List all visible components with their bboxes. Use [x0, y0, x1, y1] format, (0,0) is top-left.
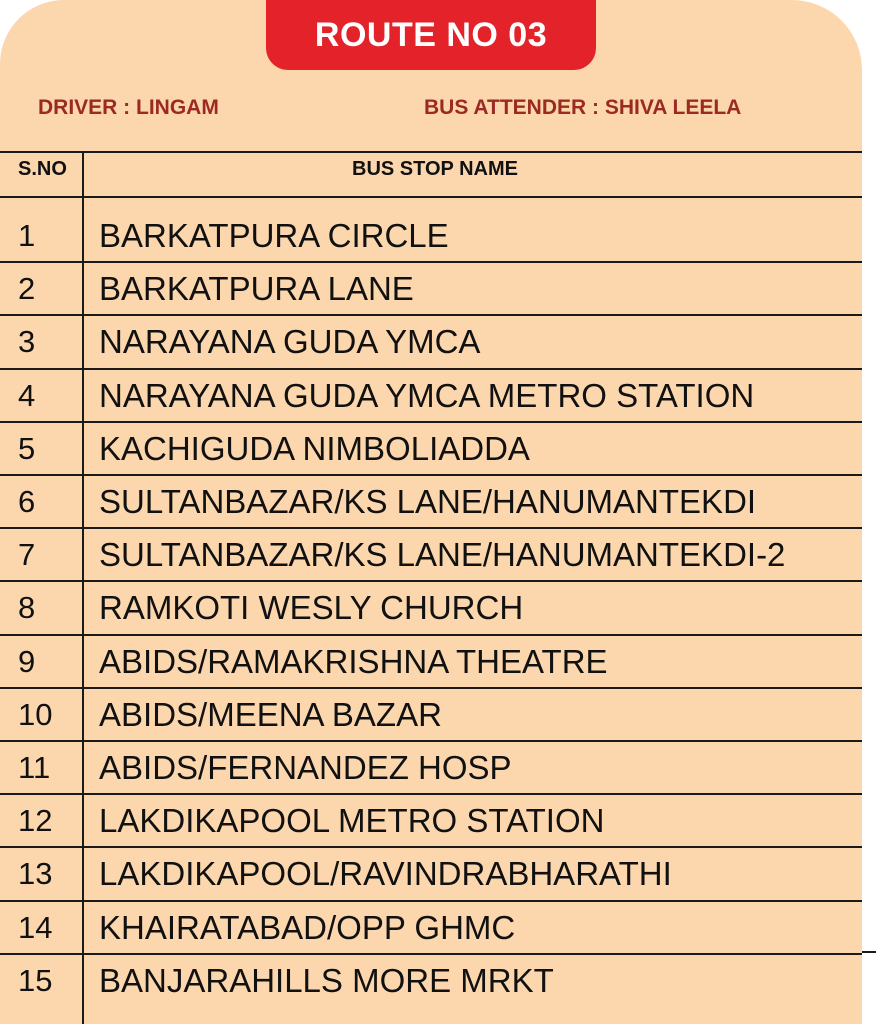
driver-name: DRIVER : LINGAM [38, 96, 219, 119]
stop-name: SULTANBAZAR/KS LANE/HANUMANTEKDI-2 [99, 536, 786, 574]
table-row [0, 475, 862, 528]
table-row [0, 847, 862, 900]
stop-name: ABIDS/FERNANDEZ HOSP [99, 749, 512, 786]
stop-number: 15 [18, 962, 53, 998]
table-row [0, 528, 862, 581]
stop-number: 7 [18, 537, 36, 573]
stop-name: LAKDIKAPOOL METRO STATION [99, 802, 605, 840]
stop-name: NARAYANA GUDA YMCA [99, 323, 481, 361]
stop-number: 2 [18, 271, 36, 307]
route-title: ROUTE NO 03 [266, 0, 596, 70]
stop-number: 13 [18, 856, 53, 892]
stop-name: KACHIGUDA NIMBOLIADDA [99, 429, 530, 467]
table-row [0, 954, 862, 1007]
stop-name: BARKATPURA LANE [99, 270, 414, 308]
table-row [0, 209, 862, 262]
stop-name: SULTANBAZAR/KS LANE/HANUMANTEKDI [99, 483, 757, 520]
stop-name: KHAIRATABAD/OPP GHMC [99, 908, 516, 946]
stop-number: 3 [18, 324, 36, 360]
stop-name: RAMKOTI WESLY CHURCH [99, 589, 524, 627]
table-row [0, 581, 862, 634]
table-row [0, 794, 862, 847]
row-line-overhang [862, 951, 876, 953]
stop-number: 10 [18, 696, 53, 732]
stop-number: 11 [18, 750, 51, 785]
table-row [0, 422, 862, 475]
stop-number: 5 [18, 430, 36, 466]
bus-attender-name: BUS ATTENDER : SHIVA LEELA [424, 96, 742, 119]
header-bottom-border [0, 196, 862, 198]
stop-name: BARKATPURA CIRCLE [99, 217, 449, 254]
stop-name: LAKDIKAPOOL/RAVINDRABHARATHI [99, 855, 672, 893]
stop-name: ABIDS/MEENA BAZAR [99, 695, 442, 733]
stop-number: 1 [18, 218, 36, 253]
stop-number: 12 [18, 803, 53, 839]
table-top-border [0, 151, 862, 153]
stop-number: 6 [18, 484, 36, 519]
stop-number: 14 [18, 909, 53, 945]
table-row [0, 635, 862, 688]
table-row [0, 901, 862, 954]
stop-number: 9 [18, 643, 36, 679]
stop-number: 8 [18, 590, 36, 626]
stop-number: 4 [18, 377, 36, 413]
stop-name: NARAYANA GUDA YMCA METRO STATION [99, 376, 755, 414]
stop-name: ABIDS/RAMAKRISHNA THEATRE [99, 642, 608, 680]
table-row [0, 315, 862, 368]
header-bus-stop-name: BUS STOP NAME [352, 158, 518, 180]
table-row [0, 262, 862, 315]
table-row [0, 688, 862, 741]
table-row [0, 741, 862, 794]
header-sno: S.NO [18, 158, 67, 180]
table-row [0, 369, 862, 422]
stop-name: BANJARAHILLS MORE MRKT [99, 961, 554, 999]
